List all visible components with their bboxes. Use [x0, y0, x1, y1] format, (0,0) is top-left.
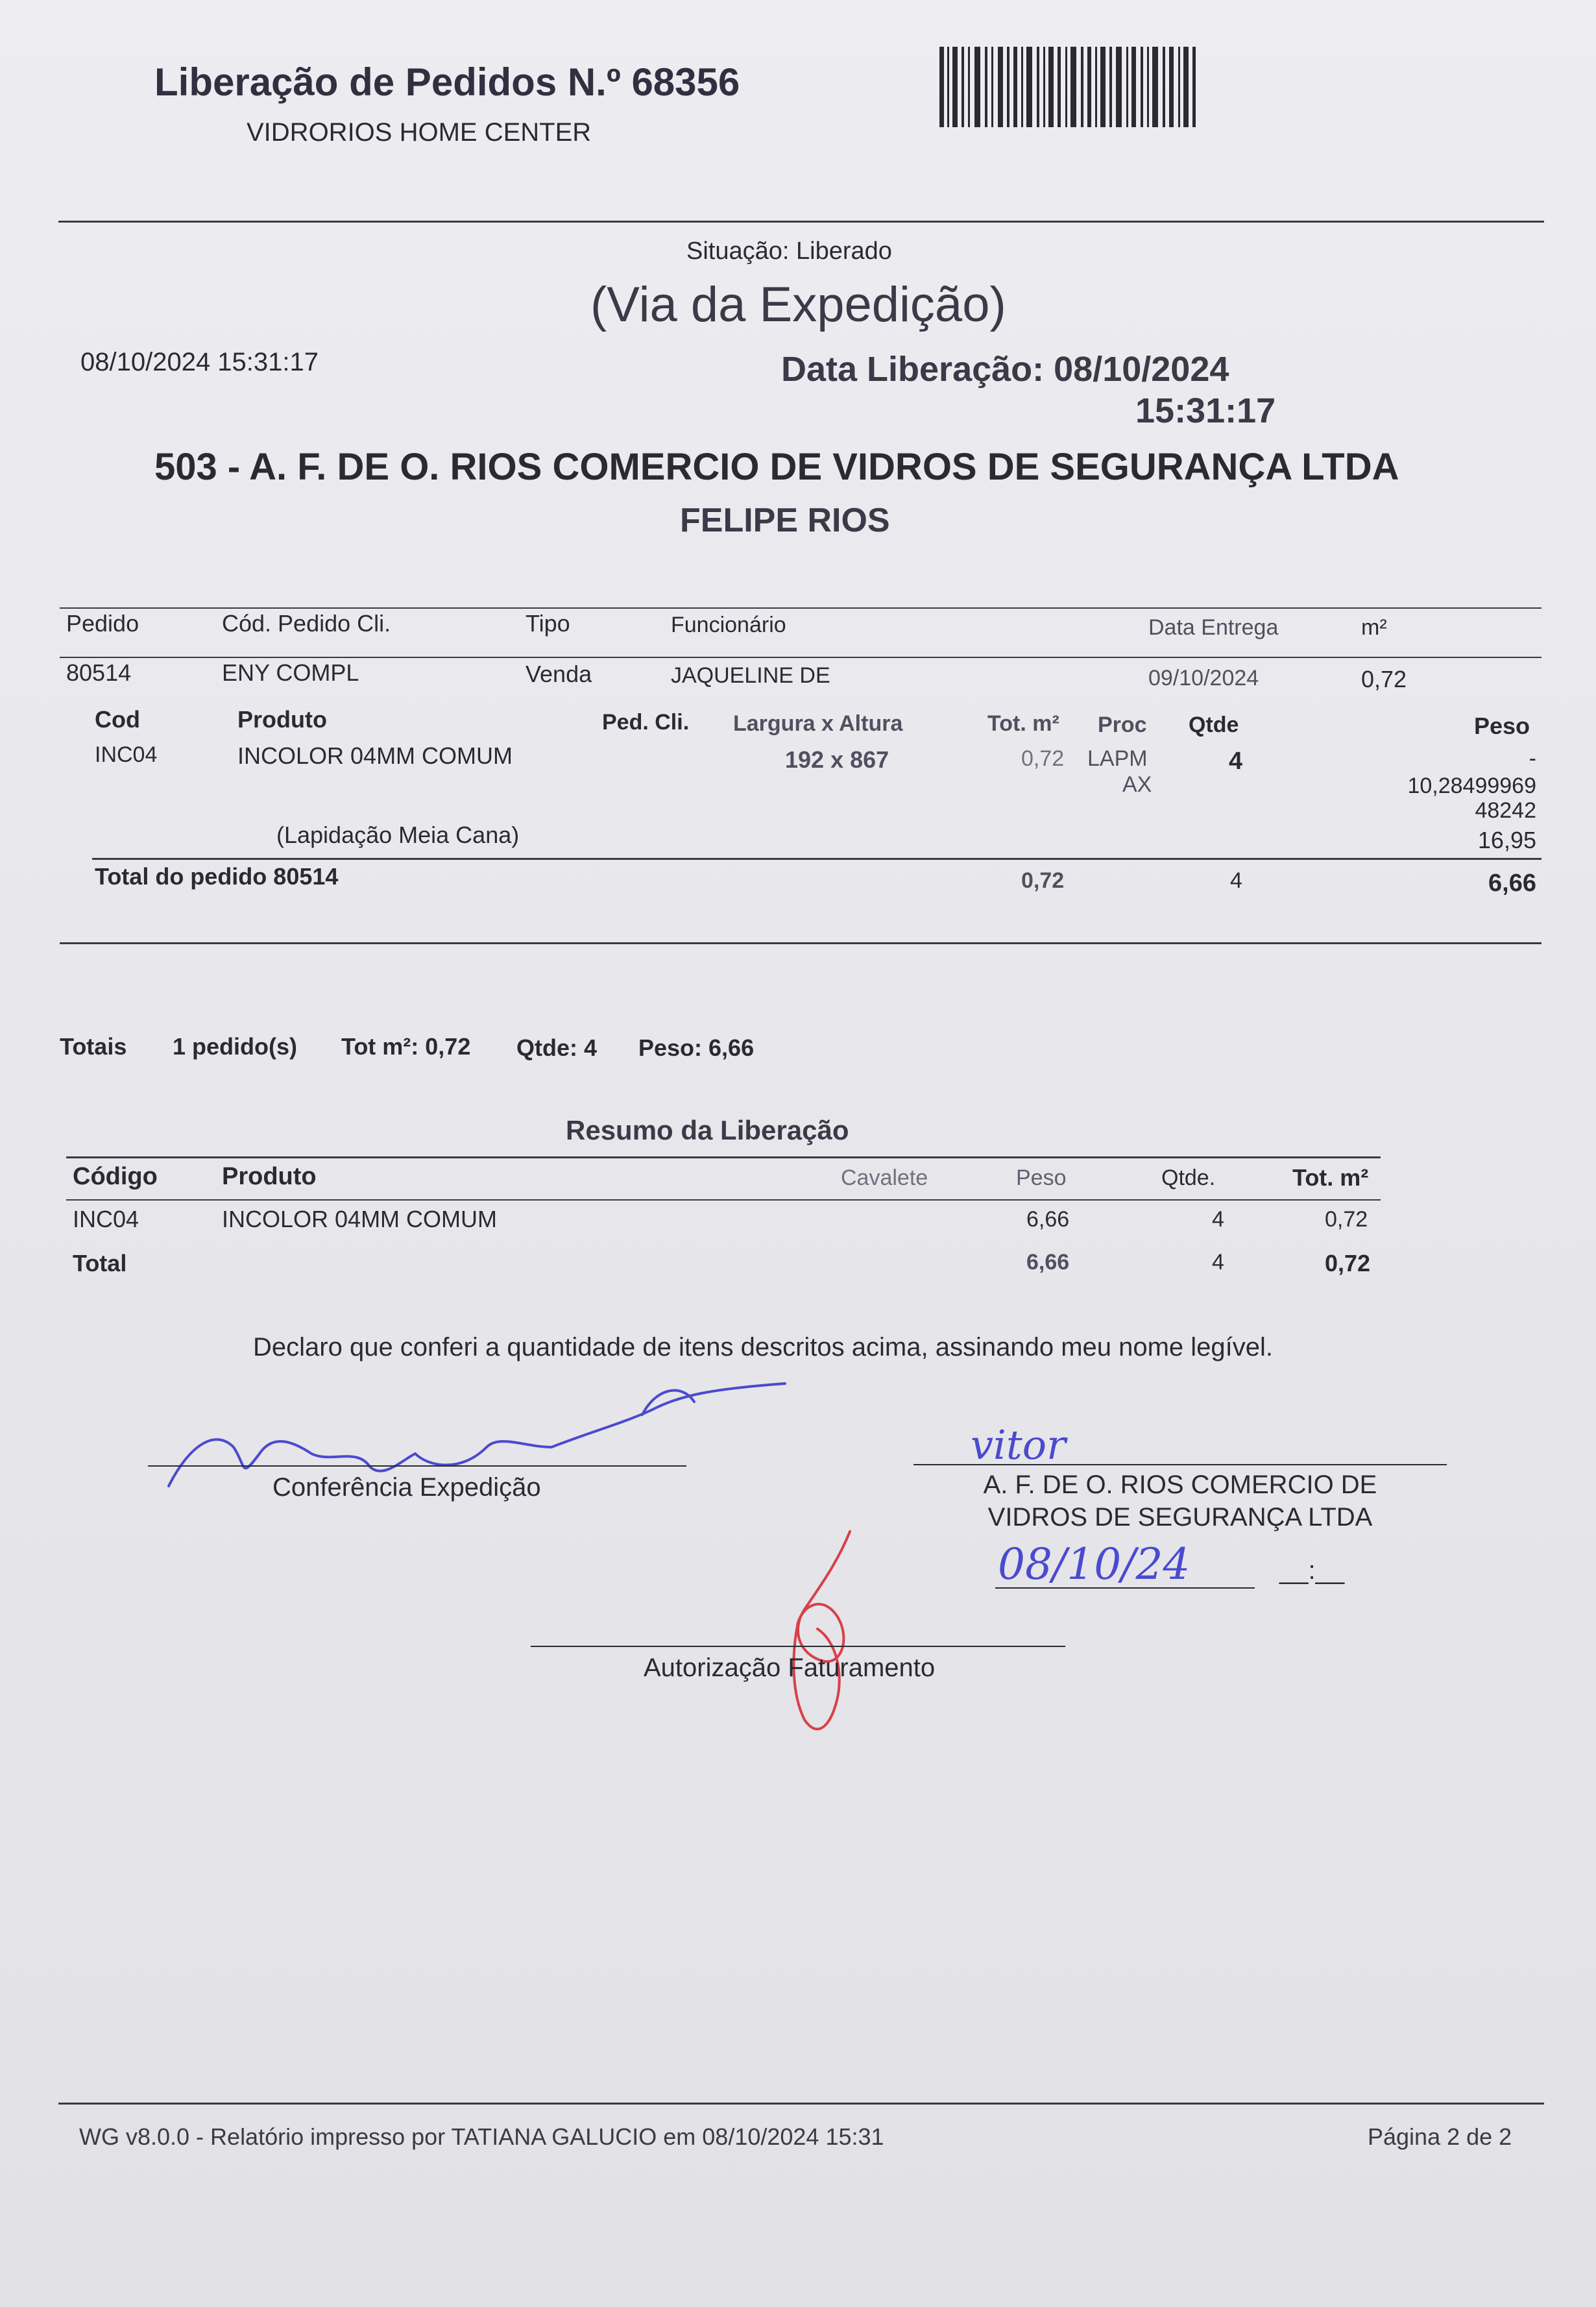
col-data-entrega: Data Entrega — [1148, 615, 1279, 640]
declaration-text: Declaro que conferi a quantidade de itens descritos acima, assinando meu nome legível. — [253, 1333, 1274, 1361]
summary-total-tot-m2: 0,72 — [1325, 1250, 1371, 1276]
handwritten-name: vitor — [971, 1421, 1066, 1469]
order-table-header-rule — [60, 657, 1542, 658]
contact-name: FELIPE RIOS — [680, 502, 890, 539]
summary-top-rule — [66, 1156, 1381, 1158]
item-observation: (Lapidação Meia Cana) — [276, 822, 520, 848]
summary-total-label: Total — [73, 1250, 127, 1276]
item-produto: INCOLOR 04MM COMUM — [237, 742, 513, 769]
order-tipo: Venda — [526, 661, 592, 687]
print-datetime: 08/10/2024 15:31:17 — [80, 348, 319, 376]
item-dimensions: 192 x 867 — [785, 746, 889, 773]
item-col-ped-cli: Ped. Cli. — [602, 710, 690, 735]
page-number: Página 2 de 2 — [1368, 2123, 1512, 2150]
autorizacao-label: Autorização Faturamento — [644, 1654, 936, 1682]
item-col-proc: Proc — [1098, 713, 1147, 737]
order-cod-cli: ENY COMPL — [222, 659, 359, 686]
totals-label: Totais — [60, 1033, 127, 1060]
time-field: __:__ — [1279, 1556, 1345, 1585]
client-signature-line — [913, 1464, 1447, 1465]
summary-row-produto: INCOLOR 04MM COMUM — [222, 1206, 498, 1232]
order-data-entrega: 09/10/2024 — [1148, 666, 1259, 690]
totals-peso: Peso: 6,66 — [638, 1034, 755, 1061]
company-name: VIDRORIOS HOME CENTER — [247, 118, 592, 147]
red-ink-mark — [779, 1525, 869, 1746]
col-pedido: Pedido — [66, 610, 139, 637]
client-name-line-1: A. F. DE O. RIOS COMERCIO DE — [983, 1471, 1377, 1499]
document-title: Liberação de Pedidos N.º 68356 — [154, 60, 740, 104]
col-tipo: Tipo — [526, 610, 570, 637]
item-total-rule — [92, 858, 1542, 860]
item-cod: INC04 — [95, 742, 158, 767]
col-cod-cli: Cód. Pedido Cli. — [222, 610, 391, 637]
client-name-line-2: VIDROS DE SEGURANÇA LTDA — [987, 1503, 1373, 1532]
summary-row-qtde: 4 — [1212, 1207, 1224, 1232]
date-line — [995, 1587, 1255, 1589]
client-name: 503 - A. F. DE O. RIOS COMERCIO DE VIDROS DE SEGURANÇA LTDA — [154, 446, 1399, 488]
item-col-cod: Cod — [95, 706, 140, 733]
summary-total-qtde: 4 — [1212, 1250, 1224, 1275]
item-col-tot-m2: Tot. m² — [987, 711, 1059, 736]
release-time: 15:31:17 — [1135, 391, 1276, 430]
item-col-produto: Produto — [237, 706, 327, 733]
conferencia-label: Conferência Expedição — [272, 1473, 541, 1502]
summary-col-tot-m2: Tot. m² — [1292, 1164, 1369, 1191]
header-divider — [58, 221, 1544, 223]
conferencia-signature-line — [148, 1465, 686, 1467]
col-funcionario: Funcionário — [671, 613, 786, 637]
order-total-peso: 6,66 — [1488, 870, 1536, 897]
order-total-label: Total do pedido 80514 — [95, 863, 339, 890]
item-peso-3: 48242 — [1475, 798, 1536, 823]
printed-by: WG v8.0.0 - Relatório impresso por TATIANA GALUCIO em 08/10/2024 15:31 — [79, 2123, 884, 2150]
totals-m2: Tot m²: 0,72 — [341, 1033, 471, 1060]
order-table-top-rule — [60, 607, 1542, 609]
totals-qtde: Qtde: 4 — [516, 1034, 598, 1061]
item-peso-2: 10,28499969 — [1407, 774, 1536, 798]
order-end-rule — [60, 942, 1542, 944]
item-proc-2: AX — [1122, 772, 1152, 797]
order-pedido: 80514 — [66, 659, 132, 686]
summary-col-qtde: Qtde. — [1161, 1166, 1216, 1190]
order-total-qtde: 4 — [1230, 868, 1242, 893]
item-col-qtde: Qtde — [1189, 713, 1239, 737]
via-label: (Via da Expedição) — [590, 277, 1006, 332]
item-col-dimensions: Largura x Altura — [733, 711, 903, 736]
summary-col-peso: Peso — [1016, 1166, 1067, 1190]
summary-row-codigo: INC04 — [73, 1206, 139, 1232]
item-qtde: 4 — [1229, 748, 1243, 775]
order-funcionario: JAQUELINE DE — [671, 663, 830, 688]
item-peso-4: 16,95 — [1477, 827, 1536, 853]
barcode — [939, 47, 1200, 127]
col-m2: m² — [1361, 615, 1387, 640]
order-total-m2: 0,72 — [1021, 868, 1065, 893]
handwritten-date: 08/10/24 — [998, 1539, 1191, 1589]
order-m2: 0,72 — [1361, 666, 1407, 692]
autorizacao-signature-line — [531, 1646, 1065, 1647]
summary-row-tot-m2: 0,72 — [1325, 1207, 1368, 1232]
summary-total-peso: 6,66 — [1026, 1250, 1070, 1275]
totals-pedidos: 1 pedido(s) — [173, 1033, 298, 1060]
item-proc-1: LAPM — [1087, 746, 1148, 771]
footer-divider — [58, 2103, 1544, 2105]
summary-row-peso: 6,66 — [1026, 1207, 1070, 1232]
status-text: Situação: Liberado — [686, 238, 892, 265]
summary-col-codigo: Código — [73, 1163, 158, 1190]
release-date: Data Liberação: 08/10/2024 — [781, 350, 1229, 389]
item-peso-1: - — [1529, 746, 1536, 771]
summary-col-cavalete: Cavalete — [841, 1166, 928, 1190]
item-col-peso: Peso — [1474, 713, 1530, 739]
summary-title: Resumo da Liberação — [566, 1115, 849, 1145]
summary-col-produto: Produto — [222, 1163, 317, 1190]
item-tot-m2: 0,72 — [1021, 746, 1065, 771]
summary-header-rule — [66, 1199, 1381, 1201]
